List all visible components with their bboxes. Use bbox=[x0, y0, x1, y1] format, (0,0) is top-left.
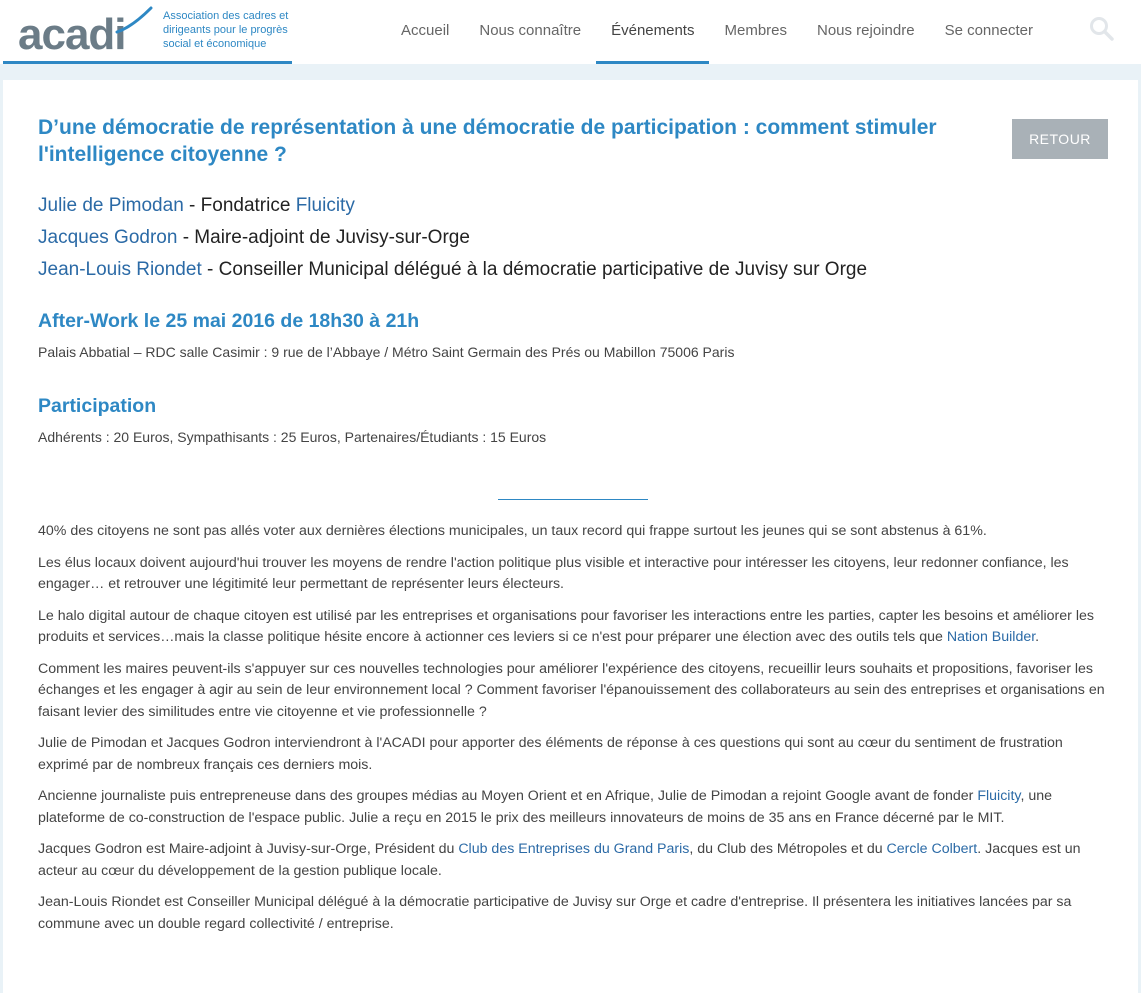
org-link-fluicity[interactable]: Fluicity bbox=[295, 195, 355, 216]
text-run: Ancienne journaliste puis entrepreneuse dans des groupes médias au Moyen Orient et en Afrique, Julie de Pimodan a rejoint Google avant de fonder bbox=[38, 788, 978, 804]
event-article bbox=[38, 114, 1108, 945]
event-description bbox=[38, 521, 1108, 935]
speakers-list bbox=[38, 190, 1108, 286]
speaker-link[interactable]: Jacques Godron bbox=[38, 227, 178, 248]
event-title: D’une démocratie de représentation à une démocratie de participation : comment stimuler l'intelligence citoyenne ? bbox=[38, 116, 937, 166]
text-run: Le halo digital autour de chaque citoyen est utilisé par les entreprises et organisations pour favoriser les interactions entre les parties, capter les besoins et améliorer les produits et services…mais la classe politique hésite encore à actionner ces leviers si ce n'est pour préparer une élection avec des outils tels que bbox=[38, 607, 1094, 645]
section-divider bbox=[498, 499, 648, 500]
speaker-line bbox=[38, 254, 1108, 286]
text-run: . bbox=[1035, 629, 1040, 645]
text-run: . Jacques est un acteur au cœur du développement de la gestion publique locale. bbox=[38, 841, 1081, 879]
search-icon[interactable] bbox=[1089, 16, 1115, 42]
main-content bbox=[3, 80, 1138, 993]
nav-evenements[interactable]: Événements bbox=[596, 0, 709, 64]
paragraph: Comment les maires peuvent-ils s'appuyer sur ces nouvelles technologies pour améliorer l'expérience des citoyens, recueillir leurs souhaits et propositions, favoriser les échanges et les engager à agir au sein de leur environnement local ? Comment favoriser l'épanouissement des collaborateurs au sein des entreprises et organisations en faisant levier des similitudes entre vie citoyenne et vie professionnelle ? bbox=[38, 660, 1105, 720]
participation-prices: Adhérents : 20 Euros, Sympathisants : 25 Euros, Partenaires/Étudiants : 15 Euros bbox=[38, 429, 547, 445]
paragraph bbox=[38, 606, 1108, 649]
paragraph: Jean-Louis Riondet est Conseiller Municipal délégué à la démocratie participative de Juvisy sur Orge et cadre d'entreprise. Il présentera les initiatives lancées par sa commune avec un double regard collectivité / entreprise. bbox=[38, 894, 1072, 932]
speaker-role: - Maire-adjoint de Juvisy-sur-Orge bbox=[177, 227, 470, 248]
paragraph: Julie de Pimodan et Jacques Godron interviendront à l'ACADI pour apporter des éléments de réponse à ces questions qui sont au cœur du sentiment de frustration exprimé par de nombreux français ces derniers mois. bbox=[38, 735, 1063, 773]
event-datetime: After-Work le 25 mai 2016 de 18h30 à 21h bbox=[38, 310, 420, 332]
link-nation-builder[interactable]: Nation Builder bbox=[946, 629, 1036, 645]
back-button[interactable]: RETOUR bbox=[1012, 119, 1108, 159]
nav-se-connecter[interactable]: Se connecter bbox=[944, 22, 1033, 39]
nav-membres[interactable]: Membres bbox=[724, 22, 787, 39]
paragraph bbox=[38, 786, 1108, 829]
link-cercle-colbert[interactable]: Cercle Colbert bbox=[886, 841, 978, 857]
nav-nous-connaitre[interactable]: Nous connaître bbox=[479, 22, 582, 39]
logo-swoosh-icon bbox=[115, 6, 155, 36]
link-fluicity[interactable]: Fluicity bbox=[977, 788, 1021, 804]
speaker-line bbox=[38, 222, 1108, 254]
site-header bbox=[0, 0, 1141, 64]
event-location: Palais Abbatial – RDC salle Casimir : 9 rue de l’Abbaye / Métro Saint Germain des Prés ou Mabillon 75006 Paris bbox=[38, 344, 735, 360]
speaker-role: - Conseiller Municipal délégué à la démocratie participative de Juvisy sur Orge bbox=[201, 259, 868, 280]
logo-wordmark: acadi bbox=[18, 10, 126, 59]
paragraph bbox=[38, 839, 1108, 882]
main-nav bbox=[386, 0, 1048, 64]
text-run: Jacques Godron est Maire-adjoint à Juvisy-sur-Orge, Président du bbox=[38, 841, 459, 857]
logo-tagline: Association des cadres et dirigeants pour le progrès social et économique bbox=[163, 10, 289, 50]
logo[interactable] bbox=[3, 0, 292, 64]
speaker-link[interactable]: Julie de Pimodan bbox=[38, 195, 184, 216]
text-run: , du Club des Métropoles et du bbox=[689, 841, 887, 857]
paragraph: 40% des citoyens ne sont pas allés voter aux dernières élections municipales, un taux record qui frappe surtout les jeunes qui se sont abstenus à 61%. bbox=[38, 523, 987, 539]
text-run: , une plateforme de co-construction de l'espace public. Julie a reçu en 2015 le prix des meilleurs innovateurs de moins de 35 ans en France décerné par le MIT. bbox=[38, 788, 1052, 826]
speaker-role: - Fondatrice bbox=[183, 195, 296, 216]
participation-heading: Participation bbox=[38, 395, 157, 417]
paragraph: Les élus locaux doivent aujourd'hui trouver les moyens de rendre l'action politique plus visible et interactive pour intéresser les citoyens, leur redonner confiance, les engager… et retrouver une légitimité leur permettant de représenter leurs électeurs. bbox=[38, 554, 1069, 592]
nav-nous-rejoindre[interactable]: Nous rejoindre bbox=[817, 22, 915, 39]
speaker-line bbox=[38, 190, 1108, 222]
nav-accueil[interactable]: Accueil bbox=[401, 22, 450, 39]
link-club-entreprises[interactable]: Club des Entreprises du Grand Paris bbox=[458, 841, 690, 857]
speaker-link[interactable]: Jean-Louis Riondet bbox=[38, 259, 202, 280]
